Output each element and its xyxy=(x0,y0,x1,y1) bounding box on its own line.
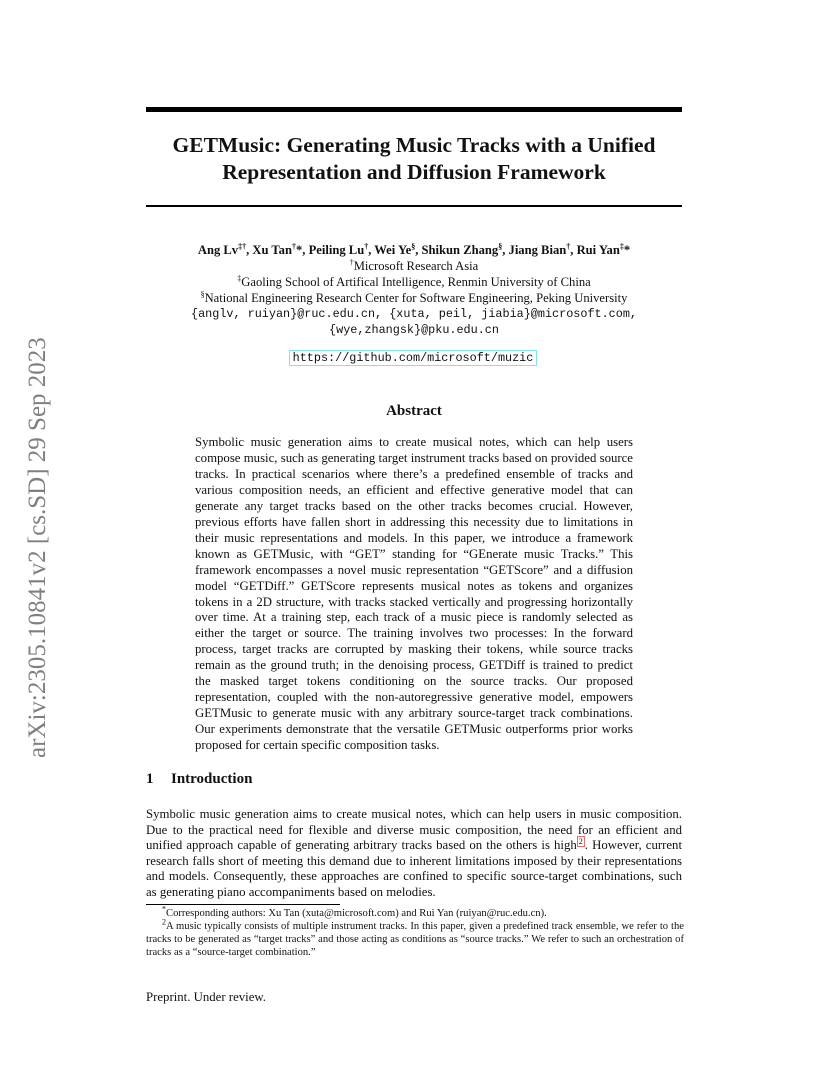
title-bottom-rule xyxy=(146,205,682,207)
paper-title-line-2: Representation and Diffusion Framework xyxy=(222,160,606,184)
intro-text-part-1: Symbolic music generation aims to create musical notes, which can help users in music composition. Due to the practical need for flexible and diverse music composition, the need for an efficient and unified approach capable of generating arbitrary tracks based on the others is high xyxy=(146,807,682,853)
github-link[interactable]: https://github.com/microsoft/muzic xyxy=(289,350,537,366)
author-emails-1: {anglv, ruiyan}@ruc.edu.cn, {xuta, peil, jiabia}@microsoft.com, xyxy=(191,307,637,321)
section-title: Introduction xyxy=(171,771,253,787)
section-heading-introduction xyxy=(146,771,252,788)
author-block xyxy=(120,242,708,338)
footnote-1: *Corresponding authors: Xu Tan (xuta@microsoft.com) and Rui Yan (ruiyan@ruc.edu.cn). xyxy=(162,904,547,919)
footnote-rule xyxy=(146,904,340,905)
footnote-link-2[interactable]: 2 xyxy=(578,836,583,846)
affiliation-1: †Microsoft Research Asia xyxy=(349,257,479,273)
affiliation-3: §National Engineering Research Center for Software Engineering, Peking University xyxy=(200,289,628,305)
abstract-text: Symbolic music generation aims to create musical notes, which can help users compose music, such as generating target instrument tracks based on provided source tracks. In practical scenarios where there’s a predefined ensemble of tracks and various composition needs, an efficient and effective generative model that can generate any target tracks based on the other tracks becomes crucial. However, previous efforts have fallen short in addressing this necessity due to limitations in their music representations and models. In this paper, we introduce a framework known as GETMusic, with “GET” standing for “GEnerate music Tracks.” This framework encompasses a novel music representation “GETScore” and a diffusion model “GETDiff.” GETScore represents musical notes as tokens and organizes tokens in a 2D structure, with tracks stacked vertically and progressing horizontally over time. At a training step, each track of a music piece is randomly selected as either the target or source. The training involves two processes: In the forward process, target tracks are corrupted by masking their tokens, while source tracks remain as the ground truth; in the denoising process, GETDiff is trained to predict the masked target tokens conditioning on the source tracks. Our proposed representation, coupled with the non-autoregressive generative model, empowers GETMusic to generate music with any arbitrary source-target track combinations. Our experiments demonstrate that the versatile GETMusic outperforms prior works proposed for certain specific composition tasks. xyxy=(195,435,633,753)
section-number: 1 xyxy=(146,771,154,787)
affiliation-2: ‡Gaoling School of Artifical Intelligence, Renmin University of China xyxy=(237,273,591,289)
paper-title xyxy=(120,132,708,186)
paper-title-line-1: GETMusic: Generating Music Tracks with a Unified xyxy=(172,133,656,157)
footnote-2: $^2$A music typically consists of multiple instrument tracks. In this paper, given a predefined track ensemble, we refer to the tracks to be generated as “target tracks” and those acting as conditions as “source tracks.” We refer to such an orchestration of tracks as a “source-target combination.” xyxy=(146,917,684,958)
abstract-heading: Abstract xyxy=(386,403,442,419)
arxiv-stamp xyxy=(22,290,58,758)
arxiv-stamp-text: arXiv:2305.10841v2 [cs.SD] 29 Sep 2023 xyxy=(24,337,51,758)
footnotes xyxy=(146,904,684,959)
author-names: Ang Lv‡†, Xu Tan†*, Peiling Lu†, Wei Ye§, Shikun Zhang§, Jiang Bian†, Rui Yan‡* xyxy=(197,241,631,257)
preprint-footer: Preprint. Under review. xyxy=(146,990,266,1004)
author-emails-2: {wye,zhangsk}@pku.edu.cn xyxy=(329,323,499,337)
intro-text-part-2: . However, current research falls short of meeting this demand due to inherent limitations imposed by their representations and models. Consequently, these approaches are confined to specific source-target combinations, such as generating piano accompaniments based on melodies. xyxy=(146,838,682,899)
title-top-rule xyxy=(146,107,682,112)
introduction-paragraph xyxy=(146,807,682,901)
